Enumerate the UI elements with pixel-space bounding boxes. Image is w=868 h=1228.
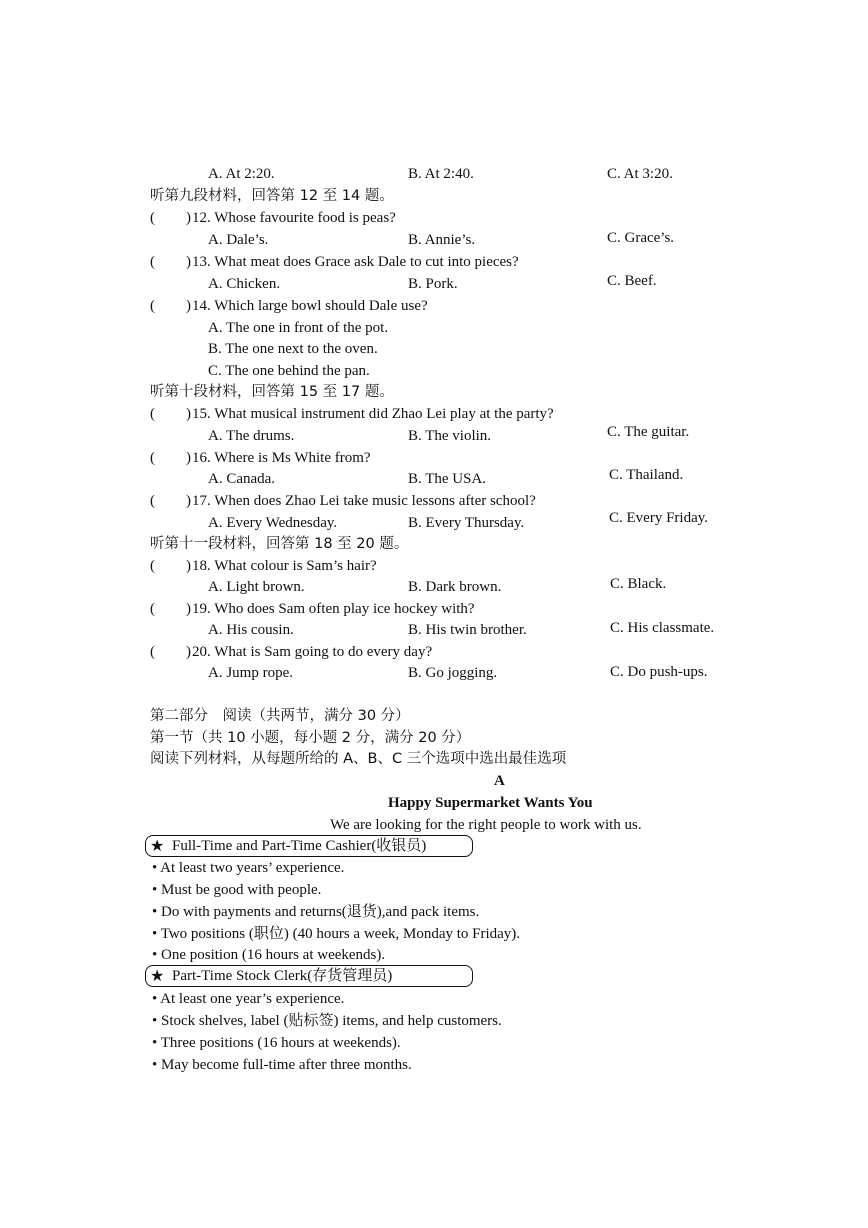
- q12-stem: 12. Whose favourite food is peas?: [192, 210, 396, 226]
- q11-option-b: B. At 2:40.: [408, 166, 474, 182]
- q18-option-b: B. Dark brown.: [408, 579, 502, 595]
- cashier-requirement: • Two positions (职位) (40 hours a week, Monday to Friday).: [152, 926, 521, 942]
- q19-answer-close: ): [186, 601, 191, 617]
- q17-option-b: B. Every Thursday.: [408, 515, 525, 531]
- stock-clerk-job-title: Part-Time Stock Clerk(存货管理员): [172, 968, 393, 984]
- q18-answer-open: (: [150, 558, 155, 574]
- q17-option-a: A. Every Wednesday.: [208, 515, 338, 531]
- star-icon: ★: [150, 966, 165, 985]
- q18-option-a: A. Light brown.: [208, 579, 305, 595]
- q20-option-a: A. Jump rope.: [208, 665, 293, 681]
- stock-clerk-job-title-box: [145, 965, 473, 987]
- q15-answer-close: ): [186, 406, 191, 422]
- q13-option-c: C. Beef.: [607, 273, 657, 289]
- q17-answer-close: ): [186, 493, 191, 509]
- q12-answer-close: ): [186, 210, 191, 226]
- q14-option-c: C. The one behind the pan.: [208, 363, 370, 379]
- q14-answer-close: ): [186, 298, 191, 314]
- q13-option-a: A. Chicken.: [208, 276, 281, 292]
- q16-option-a: A. Canada.: [208, 471, 276, 487]
- q14-answer-open: (: [150, 298, 155, 314]
- q18-answer-close: ): [186, 558, 191, 574]
- q16-option-b: B. The USA.: [408, 471, 487, 487]
- q19-option-a: A. His cousin.: [208, 622, 294, 638]
- q20-answer-close: ): [186, 644, 191, 660]
- q12-option-c: C. Grace’s.: [607, 230, 675, 246]
- q16-stem: 16. Where is Ms White from?: [192, 450, 371, 466]
- q19-option-b: B. His twin brother.: [408, 622, 527, 638]
- clerk-requirement: • May become full-time after three months.: [152, 1057, 412, 1073]
- section-10-instruction: 听第十段材料，回答第 15 至 17 题。: [150, 384, 394, 400]
- q12-answer-open: (: [150, 210, 155, 226]
- part-2-heading: 第二部分 阅读（共两节，满分 30 分）: [150, 708, 410, 724]
- q13-stem: 13. What meat does Grace ask Dale to cut into pieces?: [192, 254, 519, 270]
- q17-option-c: C. Every Friday.: [609, 510, 709, 526]
- star-icon: ★: [150, 836, 165, 855]
- q20-answer-open: (: [150, 644, 155, 660]
- q15-stem: 15. What musical instrument did Zhao Lei play at the party?: [192, 406, 554, 422]
- cashier-requirement: • At least two years’ experience.: [152, 860, 345, 876]
- q12-option-b: B. Annie’s.: [408, 232, 476, 248]
- clerk-requirement: • Stock shelves, label (贴标签) items, and help customers.: [152, 1013, 502, 1029]
- q20-option-c: C. Do push-ups.: [610, 664, 708, 680]
- q12-option-a: A. Dale’s.: [208, 232, 269, 248]
- cashier-job-title-box: [145, 835, 473, 857]
- q14-option-b: B. The one next to the oven.: [208, 341, 378, 357]
- q16-answer-open: (: [150, 450, 155, 466]
- passage-intro: We are looking for the right people to work with us.: [330, 817, 642, 833]
- q20-stem: 20. What is Sam going to do every day?: [192, 644, 433, 660]
- q14-option-a: A. The one in front of the pot.: [208, 320, 389, 336]
- q18-option-c: C. Black.: [610, 576, 667, 592]
- passage-title: Happy Supermarket Wants You: [388, 795, 593, 811]
- q16-answer-close: ): [186, 450, 191, 466]
- q15-option-a: A. The drums.: [208, 428, 295, 444]
- q19-answer-open: (: [150, 601, 155, 617]
- q11-option-a: A. At 2:20.: [208, 166, 275, 182]
- cashier-requirement: • One position (16 hours at weekends).: [152, 947, 386, 963]
- q15-option-b: B. The violin.: [408, 428, 492, 444]
- q13-option-b: B. Pork.: [408, 276, 458, 292]
- cashier-requirement: • Must be good with people.: [152, 882, 322, 898]
- cashier-requirement: • Do with payments and returns(退货),and pack items.: [152, 904, 480, 920]
- section-11-instruction: 听第十一段材料，回答第 18 至 20 题。: [150, 536, 409, 552]
- section-9-instruction: 听第九段材料，回答第 12 至 14 题。: [150, 188, 394, 204]
- q19-stem: 19. Who does Sam often play ice hockey with?: [192, 601, 475, 617]
- q15-answer-open: (: [150, 406, 155, 422]
- reading-instruction: 阅读下列材料，从每题所给的 A、B、C 三个选项中选出最佳选项: [150, 751, 567, 767]
- clerk-requirement: • At least one year’s experience.: [152, 991, 345, 1007]
- q17-answer-open: (: [150, 493, 155, 509]
- cashier-job-title: Full-Time and Part-Time Cashier(收银员): [172, 838, 427, 854]
- q19-option-c: C. His classmate.: [610, 620, 715, 636]
- clerk-requirement: • Three positions (16 hours at weekends).: [152, 1035, 401, 1051]
- q16-option-c: C. Thailand.: [609, 467, 684, 483]
- q14-stem: 14. Which large bowl should Dale use?: [192, 298, 428, 314]
- section-1-heading: 第一节（共 10 小题，每小题 2 分，满分 20 分）: [150, 730, 471, 746]
- q13-answer-open: (: [150, 254, 155, 270]
- q13-answer-close: ): [186, 254, 191, 270]
- q15-option-c: C. The guitar.: [607, 424, 690, 440]
- q17-stem: 17. When does Zhao Lei take music lessons after school?: [192, 493, 536, 509]
- q11-option-c: C. At 3:20.: [607, 166, 673, 182]
- q18-stem: 18. What colour is Sam’s hair?: [192, 558, 377, 574]
- passage-letter: A: [494, 773, 505, 789]
- q20-option-b: B. Go jogging.: [408, 665, 498, 681]
